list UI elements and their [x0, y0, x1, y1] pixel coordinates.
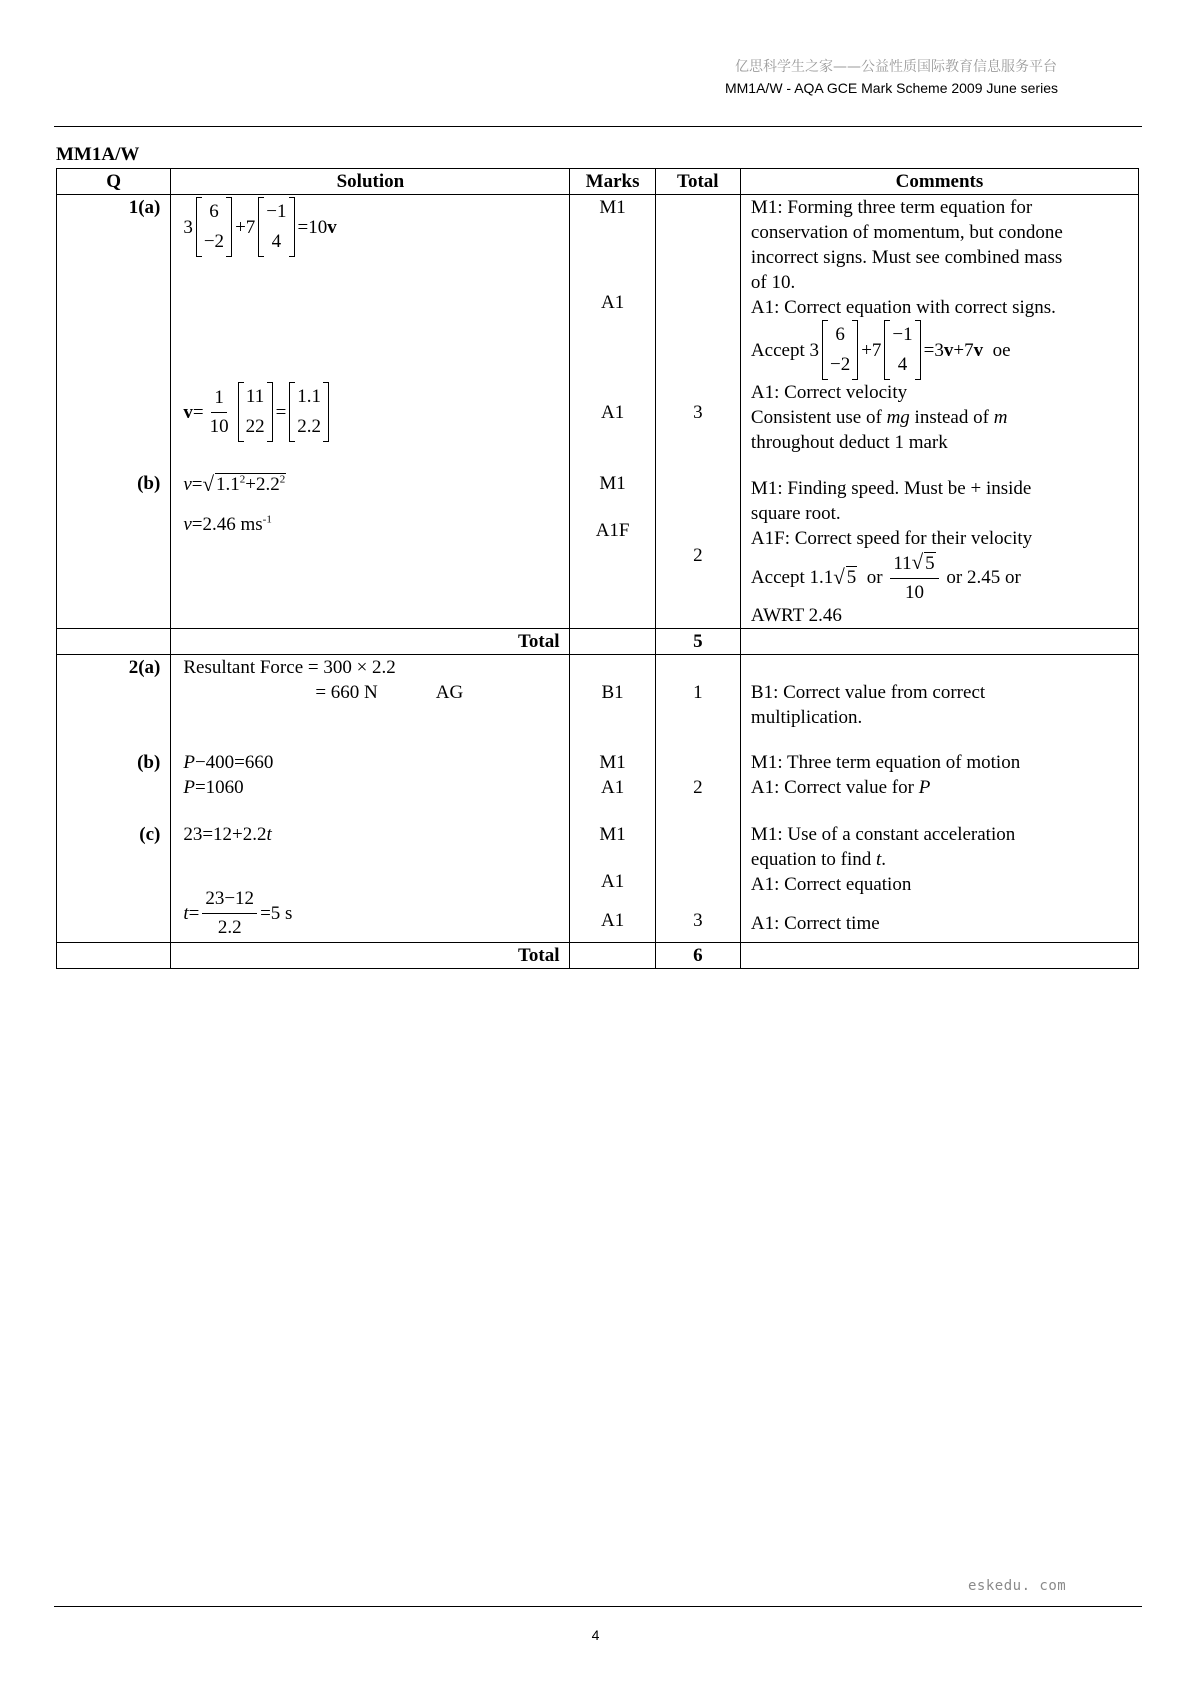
q1a-mark-a1: A1 [600, 292, 625, 313]
q2c-mark-a1-time: A1 [600, 910, 625, 931]
q2b-mark-a1: A1 [600, 777, 625, 798]
watermark: eskedu. com [968, 1578, 1067, 1594]
table-row-q1 [57, 195, 1139, 629]
header-marks: Marks [570, 169, 655, 195]
header-total: Total [655, 169, 740, 195]
table-row-q2 [57, 655, 1139, 943]
footer-rule [54, 1606, 1142, 1607]
table-header-row [57, 169, 1139, 195]
q1a-mark-m1: M1 [599, 197, 626, 218]
q1-total-value: 5 [655, 629, 740, 655]
sheet-title: MM1A/W [56, 144, 140, 165]
mark-scheme-table [56, 168, 1139, 969]
q1a-label: 1(a) [128, 197, 161, 218]
q2a-solution-line2: = 660 N AG [315, 682, 464, 703]
header-q: Q [57, 169, 171, 195]
q2b-mark-m1: M1 [599, 752, 626, 773]
q2a-mark-b1: B1 [601, 682, 624, 703]
q1b-label: (b) [137, 473, 161, 494]
q2a-total: 1 [693, 682, 703, 703]
q2b-solution-line2: P=1060 [183, 777, 244, 798]
page-number: 4 [591, 1627, 600, 1643]
q1-total-label: Total [171, 629, 570, 655]
q1-marks [570, 195, 655, 629]
header-comments: Comments [740, 169, 1138, 195]
q1b-accept-values: Accept 1.1 √ 5 or $\frac{11√ 5}{10}$ or 2.45 or [750, 549, 1021, 603]
table-row-q2-total [57, 943, 1139, 969]
vector-bracket: 1.1 2.2 [289, 382, 329, 442]
q2-solution [171, 655, 570, 943]
q2-total-label: Total [171, 943, 570, 969]
q2b-label: (b) [137, 752, 161, 773]
q1a-momentum-equation: 3 6 −2 +7 −1 4 =10 v [183, 195, 569, 257]
vector-bracket: 6 −2 [196, 197, 232, 257]
q2a-solution-line1: Resultant Force = 300 × 2.2 [183, 657, 396, 678]
q1a-accept-equation: Accept 3 6 −2 +7 −1 4 =3 v +7 v oe [751, 320, 1138, 380]
q2c-solution-line2: t = $\frac{23-12}{2.2}$ =5 s [183, 885, 569, 937]
q2a-label: 2(a) [128, 657, 161, 678]
table-row-q1-total [57, 629, 1139, 655]
q2b-solution-line1: P−400=660 [183, 752, 274, 773]
q1b-total: 2 [693, 545, 703, 566]
header-rule [54, 126, 1142, 127]
header-site-name: 亿思科学生之家——公益性质国际教育信息服务平台 [735, 59, 1057, 75]
header-solution: Solution [171, 169, 570, 195]
vector-bracket: −1 4 [258, 197, 294, 257]
q1a-mark-a1-velocity: A1 [600, 402, 625, 423]
q1-solution [171, 195, 570, 629]
q1-labels [57, 195, 171, 629]
q2-comments: B1: Correct value from correct multiplication. M1: Three term equation of motion A1: Correct value for P M1: Use of a constant acceleration equation to find t. A1: Correct equation A1: Correct time [740, 655, 1138, 943]
q1b-mark-a1f: A1F [595, 520, 630, 541]
q2-total-value: 6 [655, 943, 740, 969]
q2c-total: 3 [693, 910, 703, 931]
header-doc-title: MM1A/W - AQA GCE Mark Scheme 2009 June series [724, 80, 1058, 96]
vector-bracket: 6 −2 [822, 320, 858, 380]
q2-marks [570, 655, 655, 943]
q2c-mark-m1: M1 [599, 824, 626, 845]
q2c-solution-line1: 23=12+2.2t [183, 824, 272, 845]
q1-totals [655, 195, 740, 629]
q1b-mark-m1: M1 [599, 473, 626, 494]
vector-bracket: 11 22 [238, 382, 273, 442]
vector-bracket: −1 4 [884, 320, 920, 380]
q2-totals [655, 655, 740, 943]
q2b-total: 2 [693, 777, 703, 798]
q2c-label: (c) [139, 824, 161, 845]
q2c-mark-a1: A1 [600, 871, 625, 892]
q1a-velocity-equation: v = $\frac{1}{10}$ 11 22 = 1.1 2.2 [183, 382, 569, 444]
q1b-speed-result: v=2.46 $ms^{-1}$ [183, 513, 272, 535]
q2-labels [57, 655, 171, 943]
q1a-total: 3 [693, 402, 703, 423]
q1b-speed-equation: v = √ $1.1^2+2.2^2$ [183, 472, 286, 496]
q1-comments: M1: Forming three term equation for conservation of momentum, but condone incorrect signs. Must see combined mass of 10. A1: Correct equation with correct signs. Accept 3 6 −2 +7 −1 4 =3 v +7 v oe A1: Correct velocity Consistent use of mg instead of m throughout deduct 1 mark M1: Finding speed. Must be + inside square root. A1F: Correct speed for their velocity Accept 1.1 √ 5 or $\frac{11√ 5}{10}$ or 2.45 or AWRT 2.46 [740, 195, 1138, 629]
